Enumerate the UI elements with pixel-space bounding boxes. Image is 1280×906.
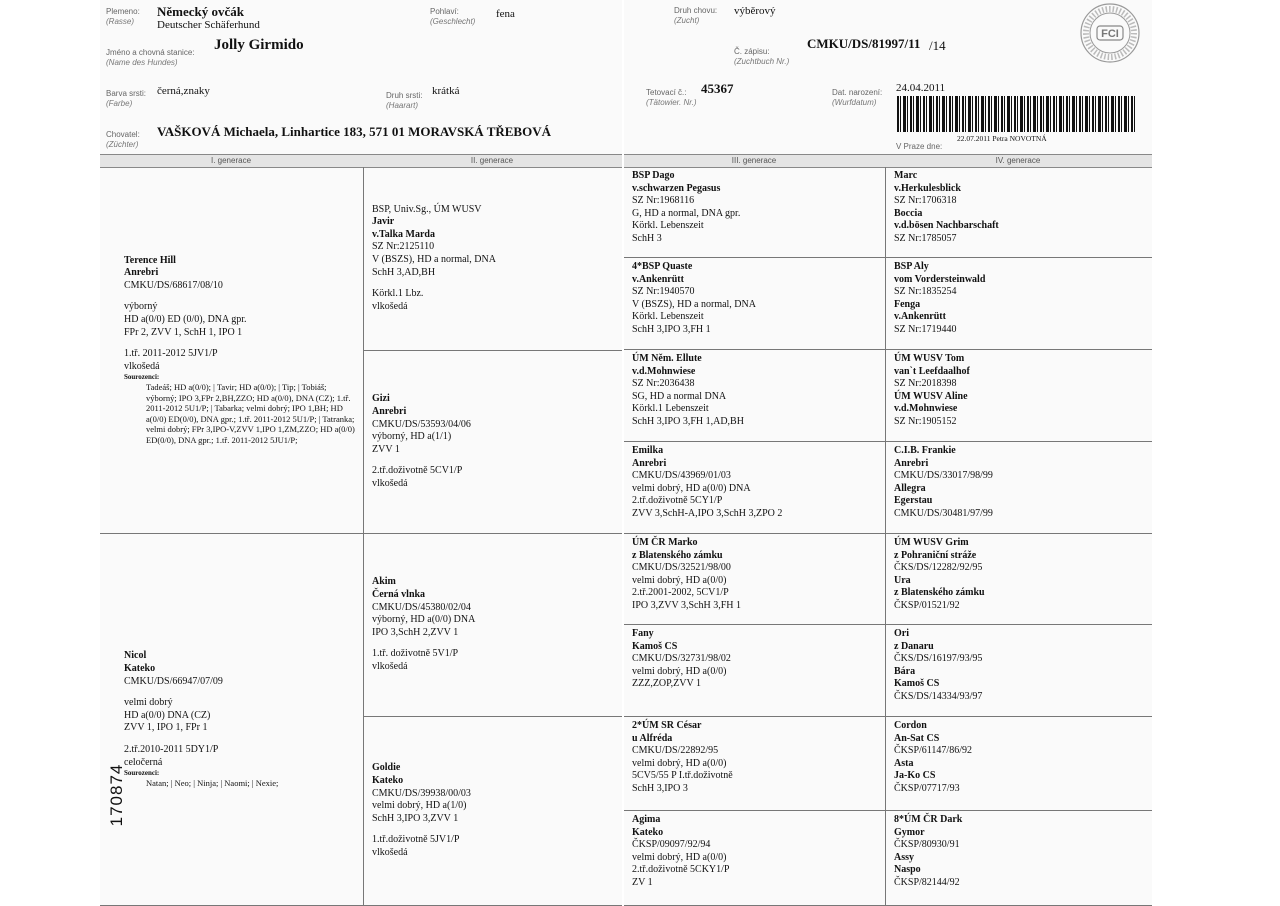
breeding-type-label: Druh chovu: (Zucht) — [674, 6, 718, 25]
ancestor-reg: CMKU/DS/53593/04/06 — [372, 418, 471, 430]
ancestor-detail: ZVV 3,SchH-A,IPO 3,SchH 3,ZPO 2 — [632, 507, 783, 519]
ancestor-detail: ČKS/DS/12282/92/95 — [894, 562, 983, 574]
ancestor-detail: SZ Nr:1719440 — [894, 323, 957, 335]
ancestor-detail: SZ Nr:1940570 — [632, 286, 695, 298]
ancestor-detail: velmi dobrý, HD a(0/0) DNA — [632, 482, 751, 494]
ancestor-detail: ZVV 1 — [372, 443, 400, 455]
ancestor-detail: 2.tř.doživotně 5CKY1/P — [632, 864, 730, 876]
fci-logo — [1079, 2, 1141, 64]
ancestor-kennel: v.Talka Marda — [372, 228, 435, 240]
issued-signature: 22.07.2011 Petra NOVOTNÁ — [957, 134, 1047, 143]
ancestor-reg: CMKU/DS/45380/02/04 — [372, 601, 471, 613]
gen3-cell-4 — [624, 442, 885, 534]
ancestor-detail: vlkošedá — [124, 360, 160, 372]
ancestor-detail: 1.tř.doživotně 5JV1/P — [372, 834, 460, 846]
ancestor-name: ÚM ČR Marko — [632, 537, 698, 548]
ancestor-detail: vlkošedá — [372, 660, 408, 672]
ancestor-detail: IPO 3,ZVV 3,SchH 3,FH 1 — [632, 599, 741, 611]
side-serial-number: 170874 — [107, 763, 126, 827]
ancestor-name: Gymor — [894, 826, 925, 838]
ancestor-name: Nicol — [124, 650, 147, 662]
ancestor-detail: výborný, HD a(1/1) — [372, 431, 452, 443]
stud-book-value: CMKU/DS/81997/11 — [807, 36, 921, 51]
ancestor-detail: ČKS/DS/14334/93/97 — [894, 690, 983, 702]
ancestor-detail: velmi dobrý, HD a(0/0) — [632, 665, 727, 677]
gen3-cell-7 — [624, 717, 885, 811]
ancestor-name: Goldie — [372, 762, 401, 774]
birth-date-value: 24.04.2011 — [896, 82, 946, 94]
ancestor-name: v.Ankenrütt — [894, 311, 946, 323]
ancestor-name: ÚM WUSV Tom — [894, 353, 965, 364]
svg-text:FCI: FCI — [1101, 28, 1119, 40]
ancestor-detail: HD a(0/0) ED (0/0), DNA gpr. — [124, 314, 247, 325]
ancestor-name: Marc — [894, 170, 918, 181]
ancestor-detail: výborný, HD a(0/0) DNA — [372, 614, 476, 626]
ancestor-name: Cordon — [894, 720, 927, 731]
ancestor-detail: ČKSP/07717/93 — [894, 782, 960, 794]
ancestor-reg: CMKU/DS/66947/07/09 — [124, 675, 223, 687]
ancestor-detail: CMKU/DS/22892/95 — [632, 745, 719, 757]
ancestor-detail: ČKSP/01521/92 — [894, 599, 960, 611]
ancestor-detail: 1.tř. 2011-2012 5JV1/P — [124, 348, 218, 360]
ancestor-detail: Körkl. Lebenszeit — [632, 311, 704, 323]
ancestor-name: Javir — [372, 216, 395, 228]
gen3-cell-1 — [624, 167, 885, 258]
ancestor-detail: SZ Nr:2018398 — [894, 378, 957, 390]
ancestor-name: 4*BSP Quaste — [632, 261, 693, 272]
ancestor-name: v.d.bösen Nachbarschaft — [894, 220, 999, 232]
breed-label: Plemeno: (Rasse) — [106, 7, 140, 26]
gen3-cell-6 — [624, 625, 885, 717]
ancestor-detail: ČKSP/80930/91 — [894, 839, 960, 851]
ancestor-name: Agima — [632, 814, 661, 825]
ancestor-name: z Blatenského zámku — [632, 549, 723, 561]
ancestor-detail: SchH 3,IPO 3 — [632, 782, 688, 794]
ancestor-kennel: Anrebri — [372, 406, 407, 418]
name-label: Jméno a chovná stanice: (Name des Hundes) — [106, 48, 195, 67]
ancestor-name: v.Ankenrütt — [632, 273, 684, 285]
gen2-cell-2 — [363, 351, 622, 534]
ancestor-name: z Pohraniční stráže — [894, 549, 977, 561]
breeder-label: Chovatel: (Züchter) — [106, 130, 140, 149]
ancestor-detail: CMKU/DS/33017/98/99 — [894, 470, 993, 482]
ancestor-name: Naspo — [894, 864, 921, 876]
ancestor-name: z Blatenského zámku — [894, 587, 985, 599]
gen4-cell-2 — [885, 258, 1152, 350]
ancestor-detail: FPr 2, ZVV 1, SchH 1, IPO 1 — [124, 326, 243, 338]
coat-type-value: krátká — [432, 85, 460, 97]
ancestor-detail: SchH 3,IPO 3,FH 1,AD,BH — [632, 415, 744, 427]
ancestor-reg: SZ Nr:2125110 — [372, 241, 435, 253]
ancestor-detail: CMKU/DS/30481/97/99 — [894, 507, 993, 519]
gen3-cell-8 — [624, 811, 885, 906]
ancestor-detail: Körkl.1 Lebenszeit — [632, 403, 709, 415]
ancestor-detail: ZV 1 — [632, 876, 653, 888]
gen2-cell-3 — [363, 534, 622, 717]
siblings-list: Tadeáš; HD a(0/0); | Tavir; HD a(0/0); | Tip; | Tobiáš; výborný; IPO 3,FPr 2,BH,ZZO; HD a(0/0), DNA (CZ); 1.tř. 2011-2012 5U1/P; | Tabarka; velmi dobrý; IPO 1,BH; HD a(0/0) ED(0/0), DNA gpr.; 1.tř. 2011-2012 5U1/P; | Tatranka; velmi dobrý; FPr 3,IPO-V,ZVV 1,IPO 1,ZM,ZZO; HD a(0/0) ED(0/0), DNA gpr.; 1.tř. 2011-2012 5JU1/P; — [146, 382, 355, 445]
ancestor-kennel: Kateko — [124, 662, 156, 674]
ancestor-detail: velmi dobrý, HD a(1/0) — [372, 800, 467, 812]
ancestor-detail: ČKSP/82144/92 — [894, 876, 960, 888]
ancestor-kennel: Kateko — [372, 775, 404, 787]
ancestor-detail: SZ Nr:1968116 — [632, 195, 695, 207]
ancestor-detail: SZ Nr:1706318 — [894, 195, 957, 207]
ancestor-name: Allegra — [894, 482, 926, 494]
ancestor-detail: velmi dobrý — [124, 697, 173, 709]
ancestor-name: van`t Leefdaalhof — [894, 365, 970, 377]
pedigree-right-page — [624, 0, 1152, 906]
gen3-cell-3 — [624, 350, 885, 442]
ancestor-name: Gizi — [372, 393, 390, 405]
ancestor-detail: SZ Nr:1835254 — [894, 286, 957, 298]
ancestor-detail: celočerná — [124, 756, 163, 768]
ancestor-detail: vlkošedá — [372, 846, 408, 858]
ancestor-detail: SZ Nr:2036438 — [632, 378, 695, 390]
ancestor-detail: 2.tř.2010-2011 5DY1/P — [124, 743, 219, 755]
ancestor-detail: 2.tř.2001-2002, 5CV1/P — [632, 587, 729, 599]
ancestor-name: BSP Aly — [894, 261, 929, 272]
ancestor-name: Kateko — [632, 826, 664, 838]
ancestor-detail: SchH 3,IPO 3,FH 1 — [632, 323, 711, 335]
stud-book-suffix: /14 — [929, 38, 946, 53]
ancestor-detail: SchH 3,AD,BH — [372, 266, 436, 278]
tattoo-value: 45367 — [701, 81, 734, 96]
ancestor-name: Egerstau — [894, 495, 933, 507]
ancestor-name: Emilka — [632, 445, 664, 456]
ancestor-detail: ČKSP/09097/92/94 — [632, 839, 711, 851]
ancestor-detail: Körkl.1 Lbz. — [372, 288, 424, 300]
breed-value: Německý ovčák — [157, 4, 245, 19]
coat-type-label: Druh srsti: (Haarart) — [386, 91, 423, 110]
breed-value-de: Deutscher Schäferhund — [157, 19, 260, 31]
ancestor-detail: ZZZ,ZOP,ZVV 1 — [632, 678, 701, 690]
siblings-label: Sourozenci: — [124, 373, 160, 382]
gen2-cell-4 — [363, 717, 622, 906]
coat-color-value: černá,znaky — [157, 85, 210, 97]
gen1-sire-cell — [100, 167, 363, 534]
tattoo-label: Tetovací č.: (Tätowier. Nr.) — [646, 88, 697, 107]
gen3-cell-5 — [624, 534, 885, 625]
ancestor-detail: 2.tř.doživotně 5CY1/P — [632, 495, 723, 507]
gen3-cell-2 — [624, 258, 885, 350]
ancestor-name: Terence Hill — [124, 254, 176, 266]
ancestor-detail: SZ Nr:1785057 — [894, 232, 957, 244]
gen4-cell-7 — [885, 717, 1152, 811]
ancestor-name: Ura — [894, 574, 911, 586]
fci-seal-icon — [1079, 2, 1141, 64]
gen4-cell-6 — [885, 625, 1152, 717]
ancestor-name: Fany — [632, 628, 654, 639]
ancestor-name: 8*ÚM ČR Dark — [894, 814, 963, 825]
ancestor-name: Kamoš CS — [632, 640, 678, 652]
ancestor-detail: 2.tř.doživotně 5CV1/P — [372, 465, 463, 477]
pedigree-left-page — [100, 0, 622, 906]
ancestor-detail: 1.tř. doživotně 5V1/P — [372, 648, 459, 660]
birth-date-label: Dat. narození: (Wurfdatum) — [832, 88, 883, 107]
ancestor-detail: velmi dobrý, HD a(0/0) — [632, 574, 727, 586]
gen2-cell-1 — [363, 167, 622, 351]
ancestor-name: An-Sat CS — [894, 732, 940, 744]
gen-3-header: III. generace — [624, 154, 884, 168]
ancestor-detail: vlkošedá — [372, 477, 408, 489]
gen4-cell-8 — [885, 811, 1152, 906]
ancestor-titles: BSP, Univ.Sg., ÚM WUSV — [372, 203, 482, 215]
ancestor-name: Bára — [894, 665, 916, 677]
gen4-cell-4 — [885, 442, 1152, 534]
ancestor-name: ÚM WUSV Aline — [894, 390, 968, 402]
ancestor-detail: V (BSZS), HD a normal, DNA — [372, 254, 496, 265]
ancestor-detail: ZVV 1, IPO 1, FPr 1 — [124, 722, 208, 734]
ancestor-name: v.d.Mohnwiese — [632, 365, 696, 377]
ancestor-name: C.I.B. Frankie — [894, 445, 956, 456]
ancestor-detail: SG, HD a normal DNA — [632, 390, 727, 402]
ancestor-name: v.d.Mohnwiese — [894, 403, 958, 415]
ancestor-name: Anrebri — [632, 457, 667, 469]
ancestor-detail: ČKS/DS/16197/93/95 — [894, 653, 983, 665]
ancestor-name: ÚM WUSV Grim — [894, 537, 969, 548]
ancestor-detail: 5CV5/55 P I.tř.doživotně — [632, 770, 733, 782]
ancestor-detail: IPO 3,SchH 2,ZVV 1 — [372, 626, 459, 638]
ancestor-name: Ja-Ko CS — [894, 770, 936, 782]
ancestor-name: Kamoš CS — [894, 678, 940, 690]
siblings-list: Natan; | Neo; | Ninja; | Naomi; | Nexie; — [146, 778, 279, 789]
barcode — [897, 96, 1137, 132]
ancestor-detail: velmi dobrý, HD a(0/0) — [632, 757, 727, 769]
sex-label: Pohlaví: (Geschlecht) — [430, 7, 476, 26]
ancestor-name: z Danaru — [894, 640, 934, 652]
ancestor-detail: CMKU/DS/32521/98/00 — [632, 562, 731, 574]
ancestor-detail: Körkl. Lebenszeit — [632, 220, 704, 232]
ancestor-name: Boccia — [894, 207, 923, 219]
ancestor-name: vom Vordersteinwald — [894, 273, 986, 285]
ancestor-name: v.Herkulesblick — [894, 182, 961, 194]
ancestor-name: Asta — [894, 757, 914, 769]
ancestor-detail: velmi dobrý, HD a(0/0) — [632, 851, 727, 863]
ancestor-detail: SZ Nr:1905152 — [894, 415, 957, 427]
ancestor-detail: CMKU/DS/43969/01/03 — [632, 470, 731, 482]
ancestor-name: Fenga — [894, 298, 921, 310]
ancestor-name: Assy — [894, 851, 915, 863]
ancestor-kennel: Anrebri — [124, 267, 159, 279]
gen4-cell-1 — [885, 167, 1152, 258]
ancestor-name: Anrebri — [894, 457, 929, 469]
ancestor-detail: výborný — [124, 301, 158, 313]
ancestor-detail: CMKU/DS/32731/98/02 — [632, 653, 731, 665]
gen4-cell-5 — [885, 534, 1152, 625]
gen1-dam-cell — [100, 534, 363, 906]
ancestor-name: v.schwarzen Pegasus — [632, 182, 721, 194]
ancestor-detail: SchH 3,IPO 3,ZVV 1 — [372, 812, 459, 824]
stud-book-label: Č. zápisu: (Zuchtbuch Nr.) — [734, 47, 790, 66]
ancestor-detail: SchH 3 — [632, 232, 662, 244]
sex-value: fena — [496, 8, 515, 20]
ancestor-detail: ČKSP/61147/86/92 — [894, 745, 972, 757]
ancestor-detail: vlkošedá — [372, 300, 408, 312]
gen-1-header: I. generace — [100, 154, 362, 168]
gen-4-header: IV. generace — [884, 154, 1152, 168]
siblings-label: Sourozenci: — [124, 769, 160, 778]
ancestor-name: ÚM Něm. Ellute — [632, 353, 702, 364]
ancestor-detail: G, HD a normal, DNA gpr. — [632, 207, 741, 219]
ancestor-name: BSP Dago — [632, 170, 675, 181]
ancestor-name: u Alfréda — [632, 732, 673, 744]
breeder-value: VAŠKOVÁ Michaela, Linhartice 183, 571 01 MORAVSKÁ TŘEBOVÁ — [157, 124, 551, 139]
issued-label: V Praze dne: — [896, 142, 943, 151]
breeding-type-value: výběrový — [734, 5, 776, 17]
ancestor-name: Akim — [372, 576, 396, 588]
gen-2-header: II. generace — [362, 154, 622, 168]
ancestor-reg: CMKU/DS/39938/00/03 — [372, 787, 471, 799]
ancestor-name: 2*ÚM SR César — [632, 720, 702, 731]
ancestor-name: Ori — [894, 628, 909, 639]
dog-name: Jolly Girmido — [214, 37, 304, 53]
gen4-cell-3 — [885, 350, 1152, 442]
ancestor-detail: HD a(0/0) DNA (CZ) — [124, 709, 211, 721]
coat-color-label: Barva srsti: (Farbe) — [106, 89, 147, 108]
ancestor-reg: CMKU/DS/68617/08/10 — [124, 279, 223, 291]
ancestor-kennel: Černá vlnka — [372, 589, 426, 601]
ancestor-detail: V (BSZS), HD a normal, DNA — [632, 298, 756, 310]
